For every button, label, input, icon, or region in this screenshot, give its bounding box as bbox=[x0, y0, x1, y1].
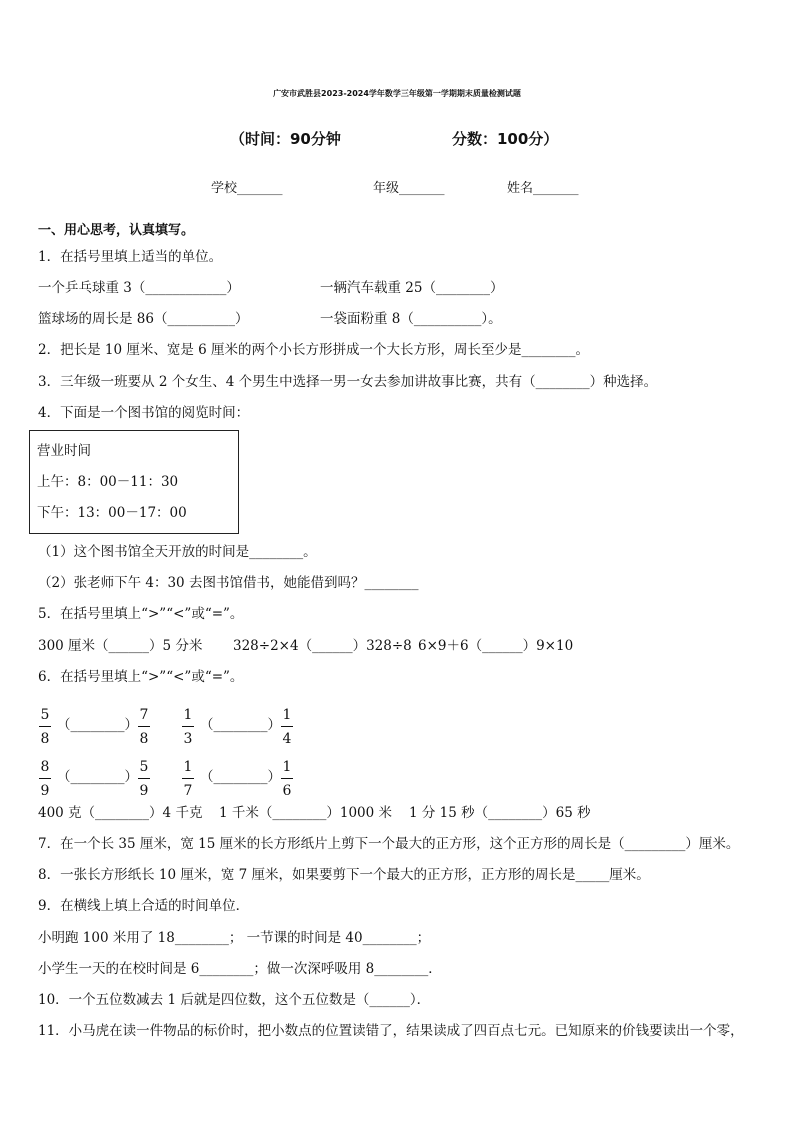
fraction-numerator: 1 bbox=[183, 707, 193, 723]
fraction-bar bbox=[281, 726, 293, 727]
question-9: 9．在横线上填上合适的时间单位． bbox=[38, 898, 250, 914]
question-4: 4．下面是一个图书馆的阅览时间： bbox=[38, 405, 250, 421]
fraction-denominator: 9 bbox=[139, 783, 149, 799]
exam-time: （时间：90分钟 bbox=[230, 130, 341, 148]
fraction-numerator: 8 bbox=[40, 759, 50, 775]
school-field: 学校_______ bbox=[211, 181, 283, 196]
fraction-denominator: 7 bbox=[183, 783, 193, 799]
fraction-denominator: 3 bbox=[183, 731, 193, 747]
fraction-bar bbox=[138, 778, 150, 779]
question-5: 5．在括号里填上“>”“<”或“=”。 bbox=[38, 606, 244, 622]
fraction-bar bbox=[182, 778, 194, 779]
opening-hours-title: 营业时间 bbox=[37, 443, 91, 459]
fraction-denominator: 8 bbox=[40, 731, 50, 747]
name-field: 姓名_______ bbox=[507, 181, 579, 196]
fraction-bar bbox=[182, 726, 194, 727]
fraction-denominator: 9 bbox=[40, 783, 50, 799]
section-heading: 一、用心思考，认真填写。 bbox=[38, 223, 195, 238]
question-6c: 1 分 15 秒（________）65 秒 bbox=[409, 805, 591, 821]
grade-field: 年级_______ bbox=[373, 181, 445, 196]
question-11: 11．小马虎在读一件物品的标价时，把小数点的位置读错了，结果读成了四百点七元。已知原来的价钱要读出一个零， bbox=[38, 1023, 744, 1039]
fraction-bar bbox=[39, 726, 51, 727]
question-4-sub2: （2）张老师下午 4：30 去图书馆借书，她能借到吗？________ bbox=[38, 575, 419, 591]
question-1d: 一袋面粉重 8（__________）。 bbox=[320, 311, 502, 327]
question-1a: 一个乒乓球重 3（____________） bbox=[38, 280, 240, 296]
question-5a: 300 厘米（______）5 分米 bbox=[38, 638, 203, 654]
morning-hours: 上午：8：00－11：30 bbox=[37, 474, 179, 490]
fraction-numerator: 7 bbox=[139, 707, 149, 723]
question-3: 3．三年级一班要从 2 个女生、4 个男生中选择一男一女去参加讲故事比赛，共有（________）种选择。 bbox=[38, 374, 658, 390]
fraction-numerator: 1 bbox=[282, 707, 292, 723]
question-9a: 小明跑 100 米用了 18________； 一节课的时间是 40________； bbox=[38, 930, 431, 946]
fraction-numerator: 1 bbox=[282, 759, 292, 775]
question-1: 1．在括号里填上适当的单位。 bbox=[38, 249, 223, 265]
question-6b: 1 千米（________）1000 米 bbox=[219, 805, 393, 821]
fraction-numerator: 5 bbox=[139, 759, 149, 775]
question-10: 10．一个五位数减去 1 后就是四位数，这个五位数是（______）． bbox=[38, 992, 431, 1008]
fraction-numerator: 1 bbox=[183, 759, 193, 775]
answer-blank: （________） bbox=[200, 769, 281, 785]
answer-blank: （________） bbox=[200, 717, 281, 733]
fraction-bar bbox=[138, 726, 150, 727]
question-5b: 328÷2×4（______）328÷8 bbox=[233, 638, 412, 654]
fraction-denominator: 8 bbox=[139, 731, 149, 747]
fraction-bar bbox=[39, 778, 51, 779]
fraction-denominator: 6 bbox=[282, 783, 292, 799]
answer-blank: （________） bbox=[57, 717, 138, 733]
afternoon-hours: 下午：13：00－17：00 bbox=[37, 505, 187, 521]
page-title: 广安市武胜县2023-2024学年数学三年级第一学期期末质量检测试题 bbox=[273, 89, 521, 98]
exam-score: 分数：100分） bbox=[452, 130, 559, 148]
question-1c: 篮球场的周长是 86（__________） bbox=[38, 311, 249, 327]
fraction-numerator: 5 bbox=[40, 707, 50, 723]
answer-blank: （________） bbox=[57, 769, 138, 785]
question-2: 2．把长是 10 厘米、宽是 6 厘米的两个小长方形拼成一个大长方形，周长至少是________。 bbox=[38, 342, 590, 358]
question-5c: 6×9＋6（______）9×10 bbox=[418, 638, 574, 654]
question-9b: 小学生一天的在校时间是 6________；做一次深呼吸用 8________． bbox=[38, 961, 442, 977]
question-8: 8．一张长方形纸长 10 厘米，宽 7 厘米，如果要剪下一个最大的正方形，正方形的周长是_____厘米。 bbox=[38, 867, 650, 883]
question-6: 6．在括号里填上“>”“<”或“=”。 bbox=[38, 669, 244, 685]
fraction-bar bbox=[281, 778, 293, 779]
question-6a: 400 克（________）4 千克 bbox=[38, 805, 203, 821]
fraction-denominator: 4 bbox=[282, 731, 292, 747]
question-7: 7．在一个长 35 厘米，宽 15 厘米的长方形纸片上剪下一个最大的正方形，这个正方形的周长是（_________）厘米。 bbox=[38, 836, 740, 852]
question-4-sub1: （1）这个图书馆全天开放的时间是________。 bbox=[38, 544, 317, 560]
question-1b: 一辆汽车载重 25（________） bbox=[320, 280, 504, 296]
